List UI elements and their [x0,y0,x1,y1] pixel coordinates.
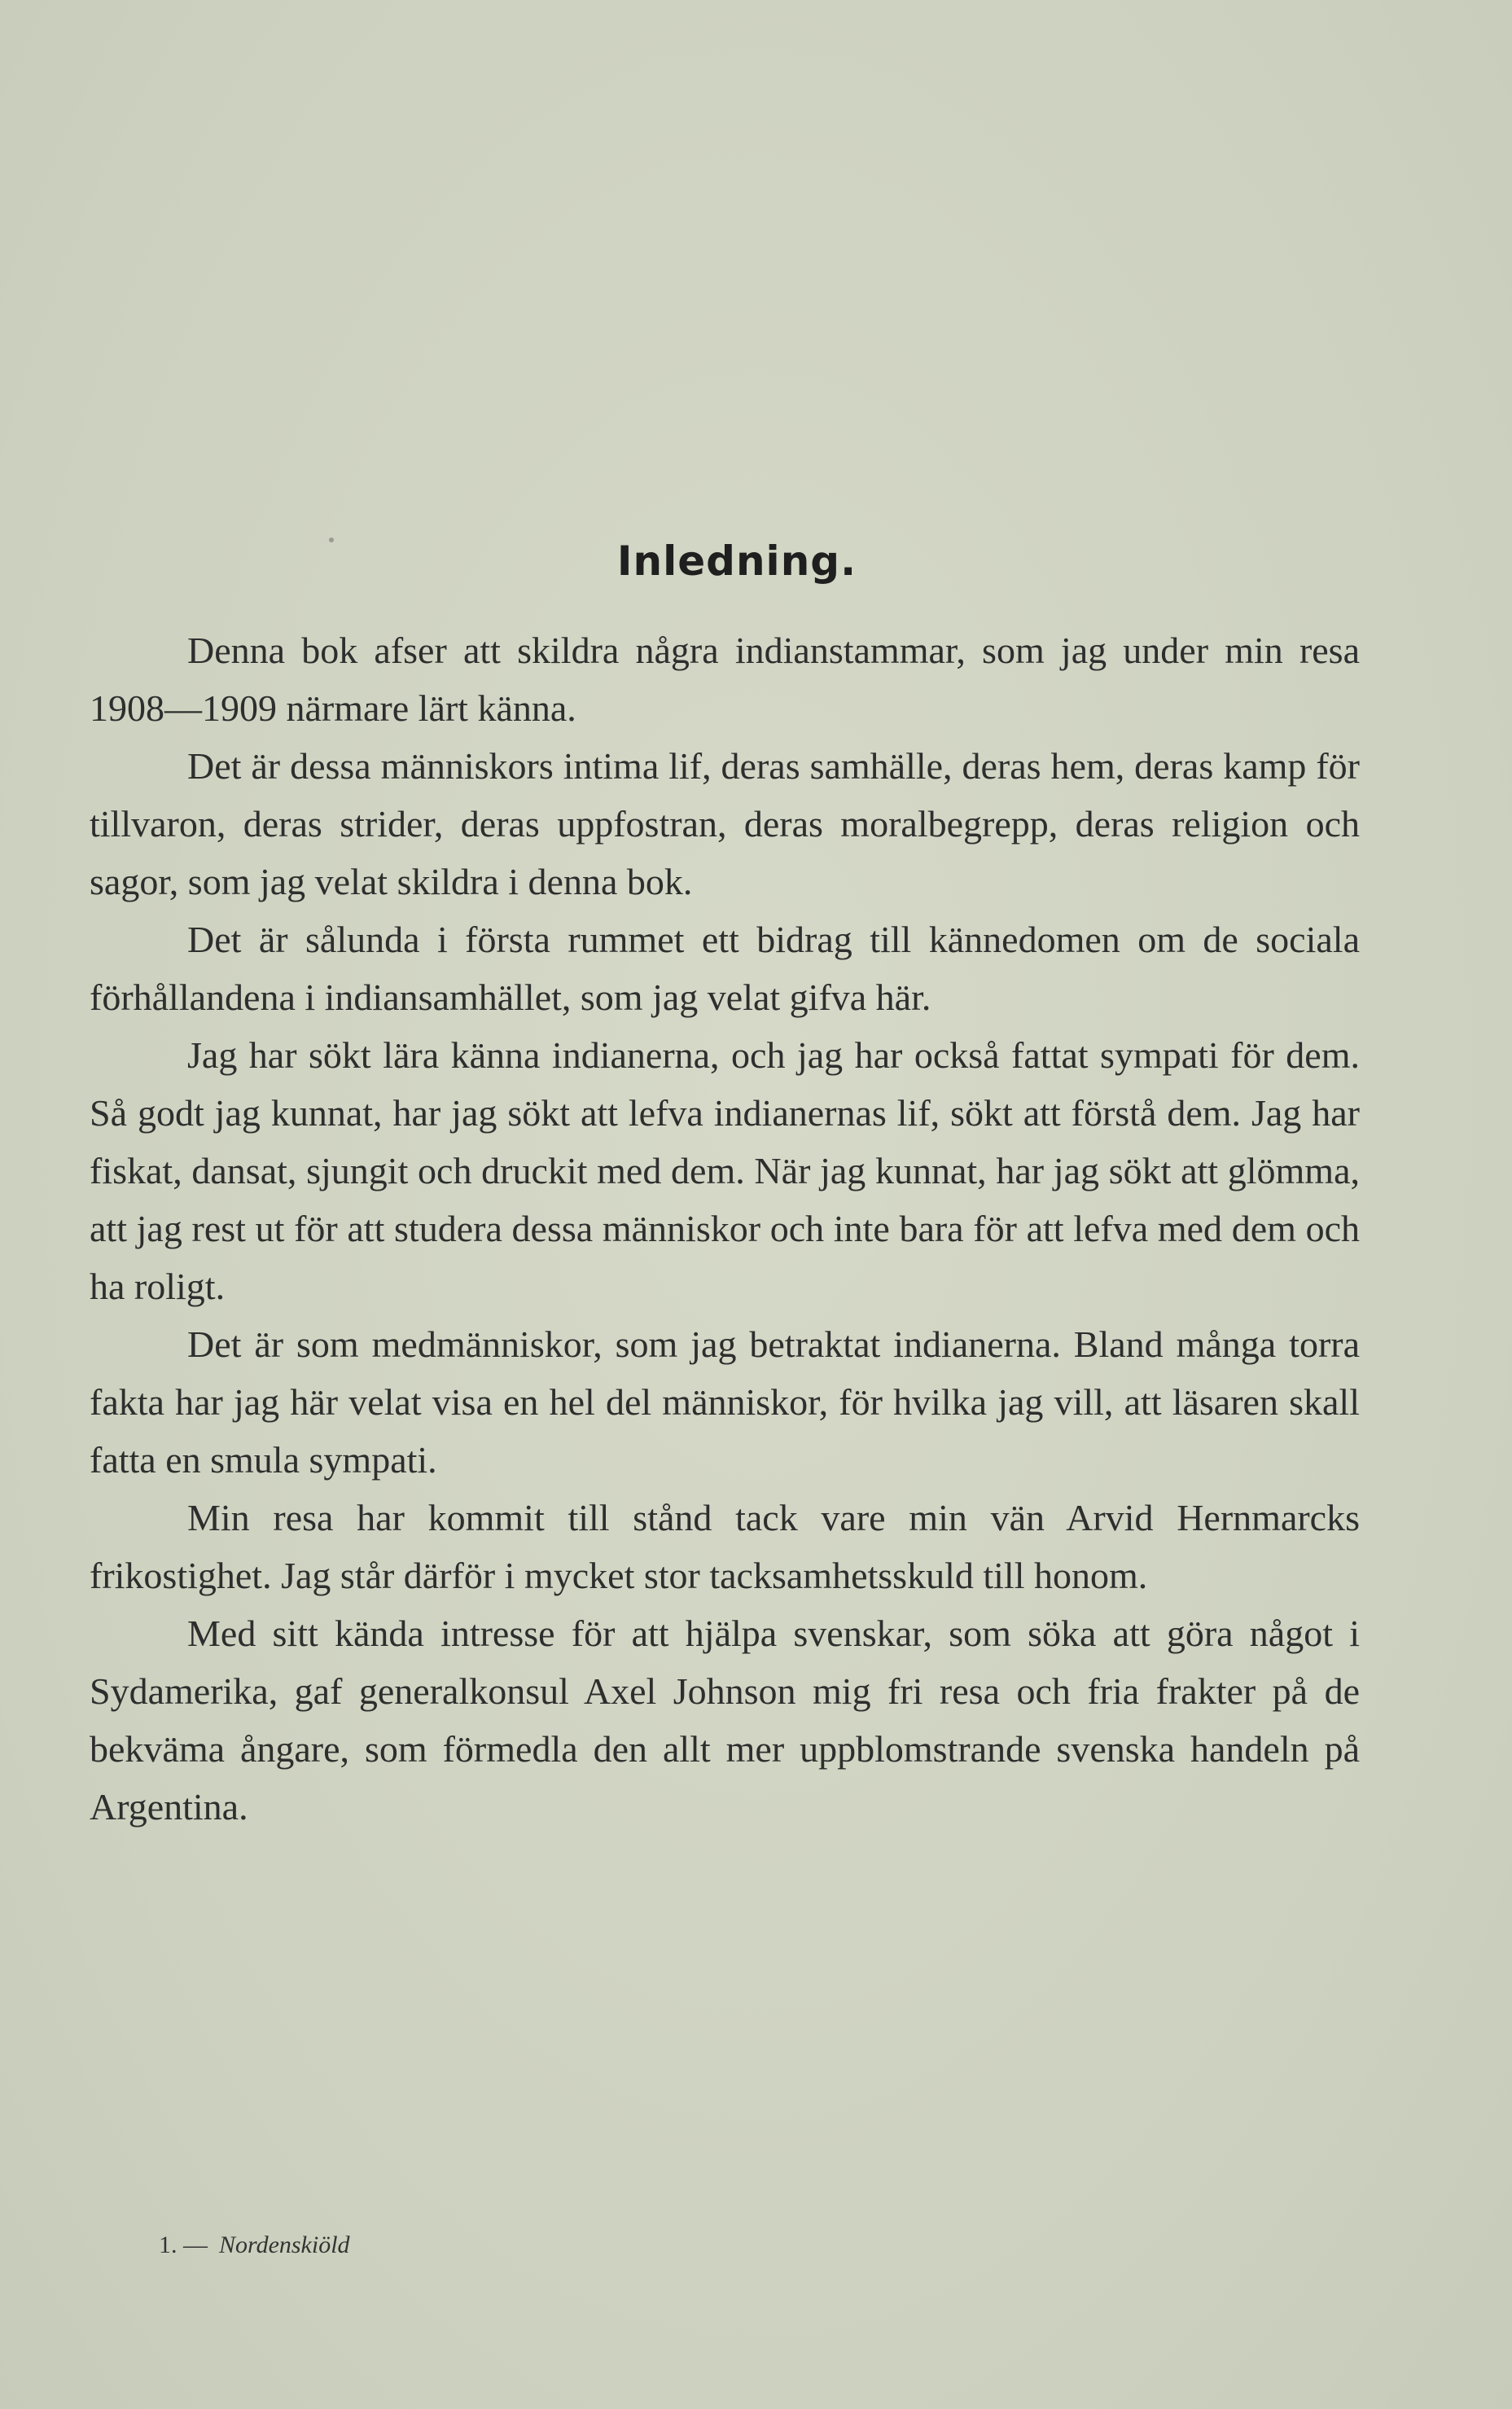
paragraph-6: Min resa har kommit till stånd tack vare min vän Arvid Hernmarcks frikostighet. Jag står därför i mycket stor tacksamhetsskuld till honom. [90,1497,1360,1596]
paragraph-2: Det är dessa människors intima lif, deras samhälle, deras hem, deras kamp för tillvaron, deras strider, deras uppfostran, deras moralbegrepp, deras religion och sagor, som jag velat skildra i denna bok. [90,745,1360,902]
paragraph-7: Med sitt kända intresse för att hjälpa svenskar, som söka att göra något i Sydamerika, gaf generalkonsul Axel Johnson mig fri resa och fria frakter på de bekväma ångare, som förmedla den allt mer uppblomstrande svenska handeln på Argentina. [90,1613,1360,1828]
page-content [90,538,1360,1836]
paragraph-3: Det är sålunda i första rummet ett bidrag till kännedomen om de sociala förhållandena i indiansamhället, som jag velat gifva här. [90,919,1360,1018]
paragraph-5: Det är som medmänniskor, som jag betraktat indianerna. Bland många torra fakta har jag här velat visa en hel del människor, för hvilka jag vill, att läsaren skall fatta en smula sympati. [90,1323,1360,1481]
paragraph-1: Denna bok afser att skildra några indianstammar, som jag under min resa 1908—1909 närmare lärt känna. [90,630,1360,729]
paragraph-4: Jag har sökt lära känna indianerna, och jag har också fattat sympati för dem. Så godt jag kunnat, har jag sökt att lefva indianernas lif, sökt att förstå dem. Jag har fiskat, dansat, sjungit och druckit med dem. När jag kunnat, har jag sökt att glömma, att jag rest ut för att studera dessa människor och inte bara för att lefva med dem och ha roligt. [90,1034,1360,1307]
signature-mark: 1. — [159,2231,208,2258]
signature-name: Nordenskiöld [219,2231,350,2258]
printer-signature [159,2231,350,2259]
chapter-heading: Inledning. [616,538,857,585]
